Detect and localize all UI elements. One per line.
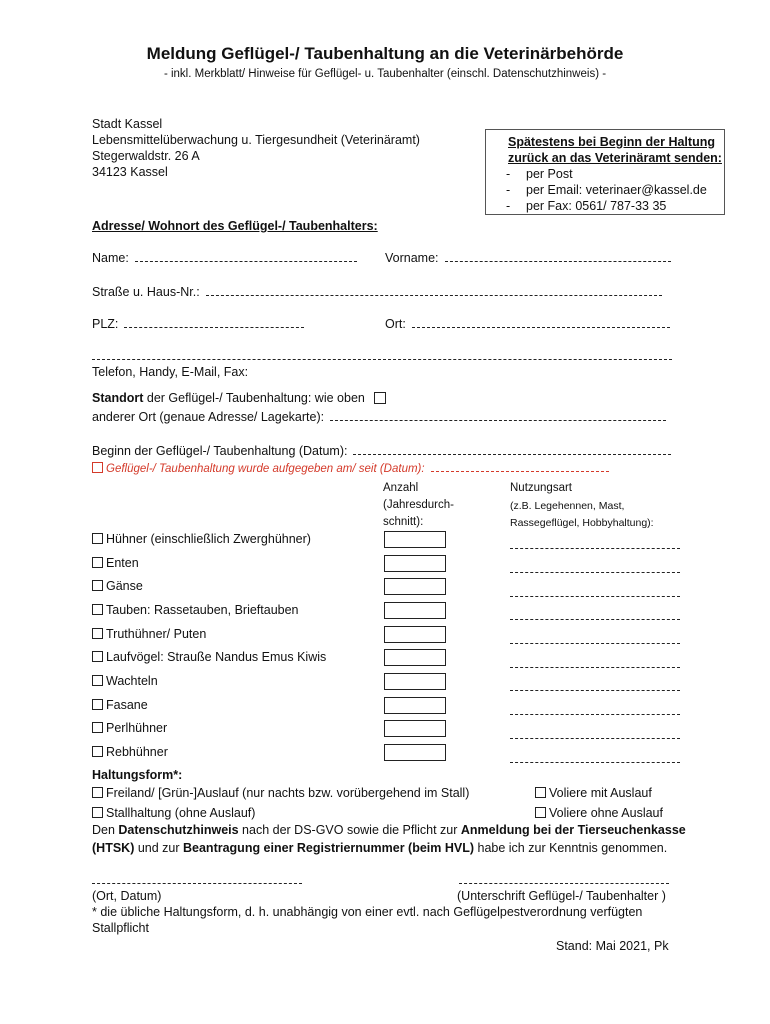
keeping-heading: Haltungsform*: (92, 768, 183, 782)
ended-checkbox[interactable] (92, 462, 103, 473)
row-pheasants (92, 697, 148, 713)
privacy-text: und zur (134, 841, 183, 855)
usage-field[interactable] (510, 643, 680, 644)
street-field[interactable] (206, 294, 662, 296)
use-header (510, 480, 654, 531)
stable-checkbox[interactable] (92, 807, 103, 818)
firstname-label: Vorname: (385, 251, 439, 265)
stand-date: Stand: Mai 2021, Pk (556, 939, 669, 953)
pheasants-checkbox[interactable] (92, 699, 103, 710)
privacy-text: nach der DS-GVO sowie die Pflicht zur (238, 823, 461, 837)
location-row (92, 390, 389, 406)
qty-input[interactable] (384, 626, 446, 643)
other-location-field[interactable] (330, 419, 666, 421)
row-quails (92, 673, 158, 689)
stable-option (92, 805, 255, 821)
city-row (385, 316, 670, 332)
location-label-bold: Standort (92, 391, 144, 405)
row-label: Hühner (einschließlich Zwerghühner) (106, 532, 311, 546)
row-label: Laufvögel: Strauße Nandus Emus Kiwis (106, 650, 327, 664)
place-date-label: (Ort, Datum) (92, 889, 162, 903)
contact-field[interactable] (92, 359, 672, 360)
other-location-label: anderer Ort (genaue Adresse/ Lagekarte): (92, 410, 325, 424)
authority-address (92, 116, 420, 180)
chickens-checkbox[interactable] (92, 533, 103, 544)
qty-input[interactable] (384, 744, 446, 761)
usage-field[interactable] (510, 596, 680, 597)
privacy-bold: Anmeldung bei der Tierseuchenkasse (460, 823, 686, 837)
row-label: Perlhühner (106, 721, 168, 735)
free-range-label: Freiland/ [Grün-]Auslauf (nur nachts bzw. vorübergehend im Stall) (106, 786, 470, 800)
stable-label: Stallhaltung (ohne Auslauf) (106, 806, 256, 820)
usage-field[interactable] (510, 619, 680, 620)
privacy-bold: Datenschutzhinweis (118, 823, 239, 837)
free-range-option (92, 785, 469, 801)
privacy-text: habe ich zur Kenntnis genommen. (474, 841, 668, 855)
firstname-field[interactable] (445, 260, 671, 262)
place-date-field[interactable] (92, 883, 302, 884)
same-location-checkbox[interactable] (374, 392, 386, 404)
usage-field[interactable] (510, 714, 680, 715)
page-title: Meldung Geflügel-/ Taubenhaltung an die Veterinärbehörde (146, 44, 624, 63)
signature-label: (Unterschrift Geflügel-/ Taubenhalter ) (457, 889, 666, 903)
privacy-bold: (HTSK) (92, 841, 135, 855)
row-label: Enten (106, 556, 139, 570)
zip-label: PLZ: (92, 317, 119, 331)
row-geese (92, 578, 143, 594)
aviary-norun-label: Voliere ohne Auslauf (549, 806, 663, 820)
row-turkeys (92, 626, 206, 642)
ended-date-field[interactable] (431, 470, 609, 472)
deadline-item: - per Post (506, 167, 573, 181)
turkeys-checkbox[interactable] (92, 628, 103, 639)
deadline-info (508, 134, 722, 214)
row-chickens (92, 531, 311, 547)
privacy-line-2 (92, 840, 667, 856)
row-partridges (92, 744, 168, 760)
qty-input[interactable] (384, 531, 446, 548)
footnote-line: * die übliche Haltungsform, d. h. unabhängig von einer evtl. nach Geflügelpestverordnung verfügten (92, 905, 643, 919)
street-row (92, 284, 662, 300)
quails-checkbox[interactable] (92, 675, 103, 686)
partridges-checkbox[interactable] (92, 746, 103, 757)
ducks-checkbox[interactable] (92, 557, 103, 568)
location-label: der Geflügel-/ Taubenhaltung: wie oben (143, 391, 365, 405)
row-guineafowl (92, 720, 167, 736)
aviary-norun-option (535, 805, 663, 821)
qty-header-line: (Jahresdurch- (383, 499, 454, 511)
footnote (92, 904, 642, 936)
qty-input[interactable] (384, 578, 446, 595)
usage-field[interactable] (510, 667, 680, 668)
usage-field[interactable] (510, 690, 680, 691)
name-row (92, 250, 357, 266)
use-header-sub: (z.B. Legehennen, Mast, (510, 500, 625, 512)
page-subtitle: - inkl. Merkblatt/ Hinweise für Geflügel- u. Taubenhalter (einschl. Datenschutzhinweis) - (163, 68, 607, 80)
usage-field[interactable] (510, 548, 680, 549)
qty-header-line: Anzahl (383, 482, 419, 494)
contact-label: Telefon, Handy, E-Mail, Fax: (92, 365, 249, 379)
city-field[interactable] (412, 326, 670, 328)
street-label: Straße u. Haus-Nr.: (92, 285, 200, 299)
use-header-title: Nutzungsart (510, 482, 573, 494)
qty-input[interactable] (384, 697, 446, 714)
ended-label: Geflügel-/ Taubenhaltung wurde aufgegeben am/ seit (Datum): (106, 463, 425, 475)
authority-line: Lebensmittelüberwachung u. Tiergesundheit (Veterinäramt) (92, 133, 420, 147)
row-label: Wachteln (106, 674, 158, 688)
usage-field[interactable] (510, 762, 680, 763)
footnote-line: Stallpflicht (92, 921, 149, 935)
qty-input[interactable] (384, 649, 446, 666)
signature-field[interactable] (459, 883, 669, 884)
row-label: Tauben: Rassetauben, Brieftauben (106, 603, 299, 617)
ended-row (92, 462, 609, 477)
authority-line: Stadt Kassel (92, 117, 163, 131)
row-ratites (92, 649, 326, 665)
qty-input[interactable] (384, 720, 446, 737)
ratites-checkbox[interactable] (92, 651, 103, 662)
privacy-text: Den (92, 823, 119, 837)
usage-field[interactable] (510, 572, 680, 573)
name-label: Name: (92, 251, 129, 265)
deadline-item: - per Email: veterinaer@kassel.de (506, 183, 707, 197)
deadline-heading: Spätestens bei Beginn der Haltung (508, 135, 715, 149)
firstname-row (385, 250, 671, 266)
other-location-row (92, 409, 666, 425)
privacy-line-1 (92, 822, 686, 838)
authority-line: Stegerwaldstr. 26 A (92, 149, 200, 163)
address-heading: Adresse/ Wohnort des Geflügel-/ Taubenhalters: (92, 219, 378, 233)
row-label: Fasane (106, 698, 148, 712)
row-pigeons (92, 602, 299, 618)
deadline-heading: zurück an das Veterinäramt senden: (508, 151, 722, 165)
pigeons-checkbox[interactable] (92, 604, 103, 615)
guineafowl-checkbox[interactable] (92, 722, 103, 733)
qty-input[interactable] (384, 555, 446, 572)
qty-header-line: schnitt): (383, 516, 424, 528)
city-label: Ort: (385, 317, 406, 331)
aviary-run-option (535, 785, 652, 801)
free-range-checkbox[interactable] (92, 787, 103, 798)
aviary-run-label: Voliere mit Auslauf (549, 786, 652, 800)
aviary-norun-checkbox[interactable] (535, 807, 546, 818)
geese-checkbox[interactable] (92, 580, 103, 591)
use-header-sub: Rassegeflügel, Hobbyhaltung): (510, 517, 654, 529)
row-ducks (92, 555, 139, 571)
row-label: Gänse (106, 579, 143, 593)
row-label: Truthühner/ Puten (106, 627, 207, 641)
zip-row (92, 316, 304, 332)
qty-input[interactable] (384, 673, 446, 690)
deadline-item: - per Fax: 0561/ 787-33 35 (506, 199, 667, 213)
start-row (92, 443, 671, 459)
zip-field[interactable] (124, 326, 304, 328)
authority-line: 34123 Kassel (92, 165, 168, 179)
privacy-bold: Beantragung einer Registriernummer (beim HVL) (183, 841, 475, 855)
start-label: Beginn der Geflügel-/ Taubenhaltung (Datum): (92, 444, 348, 458)
qty-input[interactable] (384, 602, 446, 619)
name-field[interactable] (135, 260, 357, 262)
qty-header (383, 480, 454, 531)
aviary-run-checkbox[interactable] (535, 787, 546, 798)
usage-field[interactable] (510, 738, 680, 739)
start-date-field[interactable] (353, 453, 671, 455)
row-label: Rebhühner (106, 745, 168, 759)
